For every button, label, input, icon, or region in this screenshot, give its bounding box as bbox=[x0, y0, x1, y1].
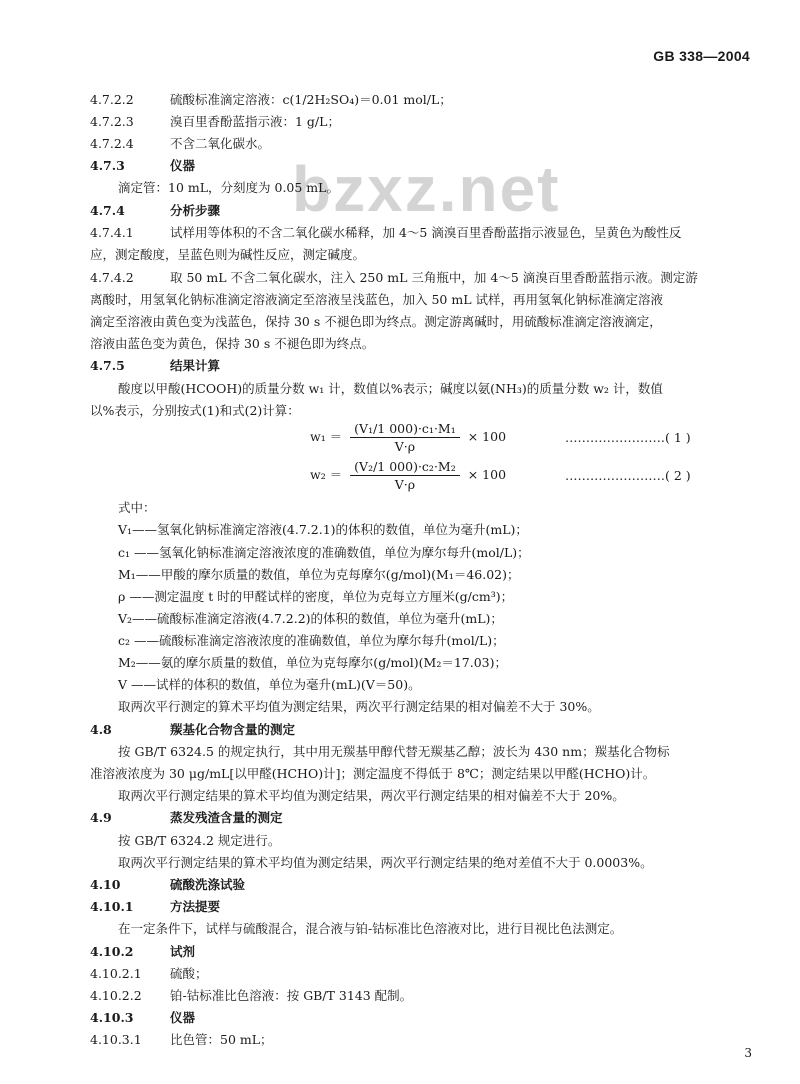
clause-number: 4.7.3 bbox=[90, 158, 125, 173]
formula-1-numerator: (V₁/1 000)·c₁·M₁ bbox=[350, 421, 460, 438]
text-line-l26 bbox=[90, 722, 295, 738]
formula-2-tail: × 100 bbox=[467, 467, 507, 482]
clause-number: 4.10.2 bbox=[90, 944, 134, 959]
clause-text: 仪器 bbox=[170, 158, 196, 173]
text-line-l38 bbox=[90, 988, 412, 1004]
text-line-l17 bbox=[118, 522, 528, 538]
clause-text: 取 50 mL 不含二氧化碳水，注入 250 mL 三角瓶中，加 4～5 滴溴百里香酚蓝指示液。测定游 bbox=[170, 270, 698, 285]
clause-number: 4.7.2.2 bbox=[90, 92, 134, 107]
clause-text: V ——试样的体积的数值，单位为毫升(mL)(V＝50)。 bbox=[118, 677, 421, 692]
clause-number: 4.7.5 bbox=[90, 358, 125, 373]
clause-text: 分析步骤 bbox=[170, 203, 221, 218]
clause-text: ρ ——测定温度 t 时的甲醛试样的密度，单位为克每立方厘米(g/cm³)； bbox=[118, 589, 514, 604]
formula-1 bbox=[310, 421, 506, 454]
text-line-l33 bbox=[90, 877, 245, 893]
text-line-l15 bbox=[90, 403, 300, 419]
formula-2-numerator: (V₂/1 000)·c₂·M₂ bbox=[350, 459, 460, 476]
formula-2-tag: ……………………( 2 ) bbox=[565, 468, 691, 483]
clause-text: 羰基化合物含量的测定 bbox=[170, 722, 296, 737]
clause-number: 4.10 bbox=[90, 877, 121, 892]
clause-text: 滴定至溶液由黄色变为浅蓝色，保持 30 s 不褪色即为终点。测定游离碱时，用硫酸标准滴定溶液滴定， bbox=[90, 314, 662, 329]
clause-text: 溶液由蓝色变为黄色，保持 30 s 不褪色即为终点。 bbox=[90, 336, 375, 351]
formula-1-lhs: w₁ ＝ bbox=[310, 429, 343, 444]
text-line-l14 bbox=[118, 381, 663, 397]
text-line-l29 bbox=[118, 788, 625, 804]
text-line-l9 bbox=[90, 270, 698, 286]
text-line-l27 bbox=[118, 744, 670, 760]
text-line-l31 bbox=[118, 833, 280, 849]
clause-text: M₁——甲酸的摩尔质量的数值，单位为克每摩尔(g/mol)(M₁＝46.02)； bbox=[118, 567, 520, 582]
clause-text: 取两次平行测定的算术平均值为测定结果，两次平行测定结果的相对偏差不大于 30%。 bbox=[118, 699, 600, 714]
clause-text: 按 GB/T 6324.5 的规定执行，其中用无羰基甲醇代替无羰基乙醇；波长为 430 nm；羰基化合物标 bbox=[118, 744, 670, 759]
clause-text: c₂ ——硫酸标准滴定溶液浓度的准确数值，单位为摩尔每升(mol/L)； bbox=[118, 633, 505, 648]
clause-text: 硫酸标准滴定溶液：c(1/2H₂SO₄)＝0.01 mol/L； bbox=[170, 92, 452, 107]
text-line-l23 bbox=[118, 655, 507, 671]
clause-text: c₁ ——氢氧化钠标准滴定溶液浓度的准确数值，单位为摩尔每升(mol/L)； bbox=[118, 545, 530, 560]
clause-text: 蒸发残渣含量的测定 bbox=[170, 810, 283, 825]
clause-text: 铂-钴标准比色溶液：按 GB/T 3143 配制。 bbox=[170, 988, 413, 1003]
clause-text: 硫酸； bbox=[170, 966, 208, 981]
clause-number: 4.7.4 bbox=[90, 203, 125, 218]
text-line-l28 bbox=[90, 766, 655, 782]
clause-text: 取两次平行测定结果的算术平均值为测定结果，两次平行测定结果的绝对差值不大于 0.0003%。 bbox=[118, 855, 653, 870]
clause-text: 在一定条件下，试样与硫酸混合，混合液与铂-钴标准比色溶液对比，进行目视比色法测定。 bbox=[118, 921, 623, 936]
text-line-l34 bbox=[90, 899, 220, 915]
text-line-l24 bbox=[118, 677, 421, 693]
text-line-l10 bbox=[90, 292, 663, 308]
formula-1-fraction bbox=[350, 421, 460, 454]
clause-text: 式中： bbox=[118, 500, 156, 515]
text-line-l6 bbox=[90, 203, 220, 219]
clause-text: 不含二氧化碳水。 bbox=[170, 136, 271, 151]
clause-text: 应，测定酸度，呈蓝色则为碱性反应，测定碱度。 bbox=[90, 247, 366, 262]
text-line-l20 bbox=[118, 589, 513, 605]
clause-text: 准溶液浓度为 30 μg/mL[以甲醛(HCHO)计]；测定温度不得低于 8℃；测定结果以甲醛(HCHO)计。 bbox=[90, 766, 656, 781]
clause-text: 离酸时，用氢氧化钠标准滴定溶液滴定至溶液呈浅蓝色，加入 50 mL 试样，再用氢氧化钠标准滴定溶液 bbox=[90, 292, 663, 307]
text-line-l39 bbox=[90, 1010, 195, 1026]
text-line-l37 bbox=[90, 966, 208, 982]
text-line-l2 bbox=[90, 114, 340, 130]
clause-text: 取两次平行测定结果的算术平均值为测定结果，两次平行测定结果的相对偏差不大于 20%。 bbox=[118, 788, 625, 803]
text-line-l32 bbox=[118, 855, 653, 871]
clause-number: 4.7.4.1 bbox=[90, 225, 134, 240]
text-line-l19 bbox=[118, 567, 520, 583]
text-line-l1 bbox=[90, 92, 452, 108]
clause-text: 溴百里香酚蓝指示液：1 g/L； bbox=[170, 114, 340, 129]
formula-1-tag: ……………………( 1 ) bbox=[565, 430, 691, 445]
text-line-l16 bbox=[118, 500, 156, 516]
formula-2-lhs: w₂ ＝ bbox=[310, 467, 343, 482]
formula-1-denominator: V·ρ bbox=[394, 439, 416, 454]
text-line-l3 bbox=[90, 136, 270, 152]
text-line-l11 bbox=[90, 314, 662, 330]
clause-number: 4.10.2.1 bbox=[90, 966, 142, 981]
clause-number: 4.7.2.4 bbox=[90, 136, 134, 151]
clause-text: 试样用等体积的不含二氧化碳水稀释，加 4～5 滴溴百里香酚蓝指示液显色，呈黄色为酸性反 bbox=[170, 225, 682, 240]
text-line-l18 bbox=[118, 545, 530, 561]
page-number: 3 bbox=[744, 1046, 752, 1060]
clause-number: 4.10.1 bbox=[90, 899, 134, 914]
clause-text: 以%表示，分别按式(1)和式(2)计算： bbox=[90, 403, 300, 418]
text-line-l25 bbox=[118, 699, 600, 715]
clause-text: 硫酸洗涤试验 bbox=[170, 877, 246, 892]
clause-text: M₂——氨的摩尔质量的数值，单位为克每摩尔(g/mol)(M₂＝17.03)； bbox=[118, 655, 508, 670]
clause-text: 滴定管：10 mL，分刻度为 0.05 mL。 bbox=[118, 180, 339, 195]
text-line-l7 bbox=[90, 225, 681, 241]
formula-2-denominator: V·ρ bbox=[394, 477, 416, 492]
text-line-l21 bbox=[118, 611, 503, 627]
text-line-l8 bbox=[90, 247, 365, 263]
clause-text: 结果计算 bbox=[170, 358, 221, 373]
standard-number: GB 338—2004 bbox=[653, 48, 750, 64]
clause-text: 比色管：50 mL； bbox=[170, 1032, 273, 1047]
text-line-l5 bbox=[118, 180, 339, 196]
clause-text: 方法提要 bbox=[170, 899, 221, 914]
clause-number: 4.10.2.2 bbox=[90, 988, 142, 1003]
clause-text: V₁——氢氧化钠标准滴定溶液(4.7.2.1)的体积的数值，单位为毫升(mL)； bbox=[118, 522, 528, 537]
clause-text: 仪器 bbox=[170, 1010, 196, 1025]
formula-2-fraction bbox=[350, 459, 460, 492]
clause-number: 4.8 bbox=[90, 722, 112, 737]
clause-text: V₂——硫酸标准滴定溶液(4.7.2.2)的体积的数值，单位为毫升(mL)； bbox=[118, 611, 503, 626]
text-line-l40 bbox=[90, 1032, 273, 1048]
clause-number: 4.10.3 bbox=[90, 1010, 134, 1025]
text-line-l36 bbox=[90, 944, 195, 960]
watermark: bzxz.net bbox=[292, 153, 561, 225]
text-line-l22 bbox=[118, 633, 505, 649]
text-line-l35 bbox=[118, 921, 622, 937]
clause-text: 酸度以甲酸(HCOOH)的质量分数 w₁ 计，数值以%表示；碱度以氨(NH₃)的质量分数 w₂ 计，数值 bbox=[118, 381, 663, 396]
formula-1-tail: × 100 bbox=[467, 429, 507, 444]
text-line-l12 bbox=[90, 336, 374, 352]
text-line-l13 bbox=[90, 358, 220, 374]
clause-text: 按 GB/T 6324.2 规定进行。 bbox=[118, 833, 281, 848]
clause-number: 4.10.3.1 bbox=[90, 1032, 142, 1047]
text-line-l4 bbox=[90, 158, 195, 174]
clause-number: 4.9 bbox=[90, 810, 112, 825]
clause-number: 4.7.4.2 bbox=[90, 270, 134, 285]
formula-2 bbox=[310, 459, 506, 492]
text-line-l30 bbox=[90, 810, 283, 826]
clause-number: 4.7.2.3 bbox=[90, 114, 134, 129]
clause-text: 试剂 bbox=[170, 944, 196, 959]
